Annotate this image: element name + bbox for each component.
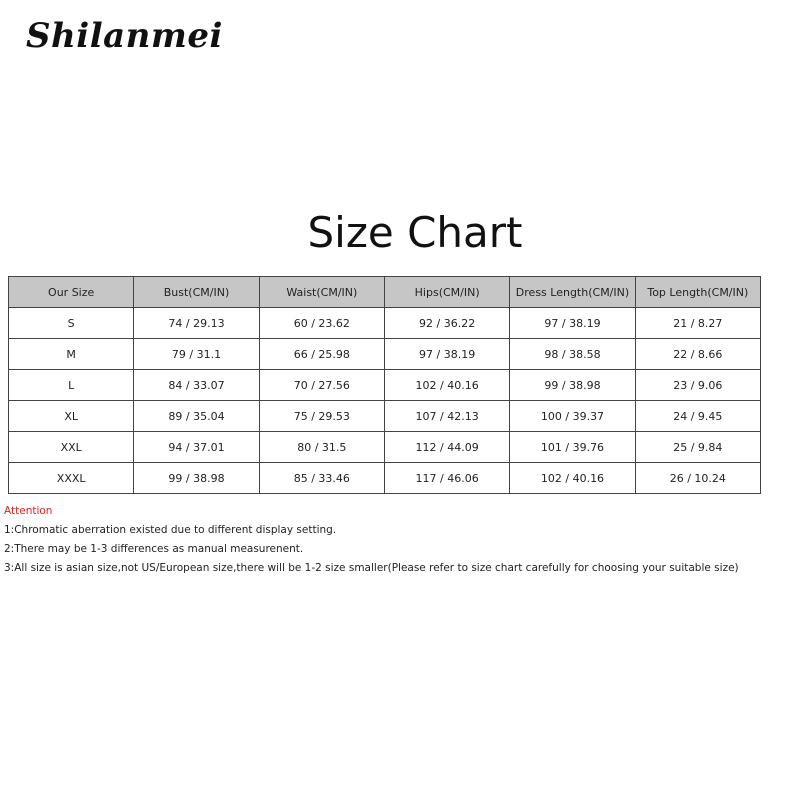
table-cell: 84 / 33.07 xyxy=(134,370,259,401)
table-header-row xyxy=(9,277,761,308)
note-item: 3:All size is asian size,not US/European size,there will be 1-2 size smaller(Please refer to size chart carefully for choosing your suitable size) xyxy=(4,562,739,574)
size-label-cell: XXL xyxy=(9,432,134,463)
table-cell: 100 / 39.37 xyxy=(510,401,635,432)
table-cell: 60 / 23.62 xyxy=(259,308,384,339)
table-cell: 75 / 29.53 xyxy=(259,401,384,432)
table-cell: 92 / 36.22 xyxy=(384,308,509,339)
table-row xyxy=(9,463,761,494)
table-cell: 74 / 29.13 xyxy=(134,308,259,339)
table-cell: 117 / 46.06 xyxy=(384,463,509,494)
brand-logo: Shilanmei xyxy=(26,16,223,56)
header-cell: Hips(CM/IN) xyxy=(384,277,509,308)
table-cell: 22 / 8.66 xyxy=(635,339,760,370)
table-cell: 24 / 9.45 xyxy=(635,401,760,432)
size-label-cell: M xyxy=(9,339,134,370)
table-cell: 102 / 40.16 xyxy=(510,463,635,494)
table-cell: 26 / 10.24 xyxy=(635,463,760,494)
table-cell: 101 / 39.76 xyxy=(510,432,635,463)
table-cell: 70 / 27.56 xyxy=(259,370,384,401)
page-title: Size Chart xyxy=(307,208,523,257)
size-label-cell: S xyxy=(9,308,134,339)
table-row xyxy=(9,401,761,432)
table-cell: 97 / 38.19 xyxy=(384,339,509,370)
table-cell: 79 / 31.1 xyxy=(134,339,259,370)
size-label-cell: XXXL xyxy=(9,463,134,494)
size-label-cell: L xyxy=(9,370,134,401)
table-cell: 112 / 44.09 xyxy=(384,432,509,463)
header-cell: Our Size xyxy=(9,277,134,308)
attention-heading: Attention xyxy=(4,505,53,517)
table-cell: 102 / 40.16 xyxy=(384,370,509,401)
table-cell: 80 / 31.5 xyxy=(259,432,384,463)
size-chart-table xyxy=(8,276,761,494)
header-cell: Dress Length(CM/IN) xyxy=(510,277,635,308)
attention-notes xyxy=(4,505,794,581)
table-row xyxy=(9,432,761,463)
header-cell: Bust(CM/IN) xyxy=(134,277,259,308)
note-item: 2:There may be 1-3 differences as manual measurenent. xyxy=(4,543,304,555)
table-cell: 89 / 35.04 xyxy=(134,401,259,432)
table-cell: 97 / 38.19 xyxy=(510,308,635,339)
note-item: 1:Chromatic aberration existed due to different display setting. xyxy=(4,524,337,536)
size-label-cell: XL xyxy=(9,401,134,432)
table-row xyxy=(9,308,761,339)
table-cell: 66 / 25.98 xyxy=(259,339,384,370)
table-cell: 25 / 9.84 xyxy=(635,432,760,463)
table-cell: 99 / 38.98 xyxy=(134,463,259,494)
table-row xyxy=(9,370,761,401)
table-row xyxy=(9,339,761,370)
table-cell: 94 / 37.01 xyxy=(134,432,259,463)
header-cell: Top Length(CM/IN) xyxy=(635,277,760,308)
header-cell: Waist(CM/IN) xyxy=(259,277,384,308)
table-cell: 99 / 38.98 xyxy=(510,370,635,401)
table-cell: 23 / 9.06 xyxy=(635,370,760,401)
table-cell: 107 / 42.13 xyxy=(384,401,509,432)
table-cell: 21 / 8.27 xyxy=(635,308,760,339)
table-cell: 98 / 38.58 xyxy=(510,339,635,370)
table-cell: 85 / 33.46 xyxy=(259,463,384,494)
